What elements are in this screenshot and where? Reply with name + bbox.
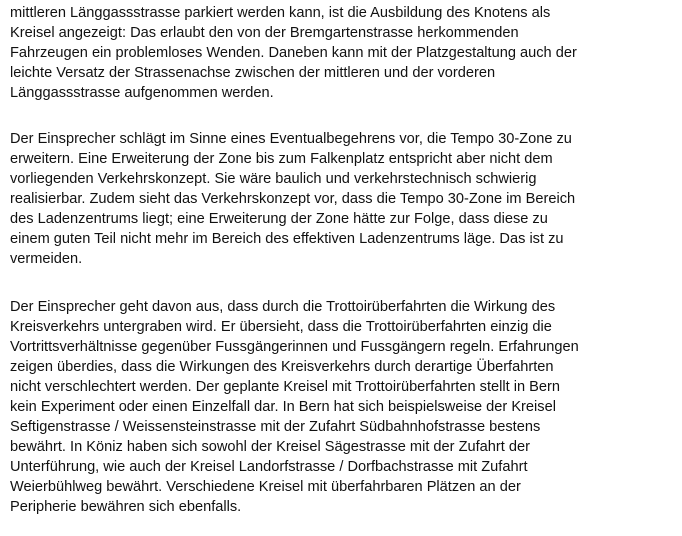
text-line: einem guten Teil nicht mehr im Bereich des effektiven Ladenzentrums läge. Das ist zu <box>10 231 564 247</box>
text-line: Vortrittsverhältnisse gegenüber Fussgängerinnen und Fussgängern regeln. Erfahrungen <box>10 339 579 355</box>
text-line: Unterführung, wie auch der Kreisel Landorfstrasse / Dorfbachstrasse mit Zufahrt <box>10 459 528 475</box>
text-line: kein Experiment oder einen Einzelfall dar. In Bern hat sich beispielsweise der Kreisel <box>10 399 556 415</box>
text-line: Kreisverkehrs untergraben wird. Er übersieht, dass die Trottoirüberfahrten einzig die <box>10 319 552 335</box>
text-line: bewährt. In Köniz haben sich sowohl der Kreisel Sägestrasse mit der Zufahrt der <box>10 439 530 455</box>
paragraph-roundabout-justification <box>10 3 577 103</box>
paragraph-sidewalk-crossings <box>10 297 579 517</box>
text-line: erweitern. Eine Erweiterung der Zone bis zum Falkenplatz entspricht aber nicht dem <box>10 151 553 167</box>
paragraph-tempo-30-zone <box>10 129 575 269</box>
text-line: Fahrzeugen ein problemloses Wenden. Daneben kann mit der Platzgestaltung auch der <box>10 45 577 61</box>
text-line: vorliegenden Verkehrskonzept. Sie wäre baulich und verkehrstechnisch schwierig <box>10 171 537 187</box>
text-line: zeigen überdies, dass die Wirkungen des Kreisverkehrs durch derartige Überfahrten <box>10 359 554 375</box>
text-line: vermeiden. <box>10 251 83 267</box>
text-line: Weierbühlweg bewährt. Verschiedene Kreisel mit überfahrbaren Plätzen an der <box>10 479 521 495</box>
text-line: leichte Versatz der Strassenachse zwischen der mittleren und der vorderen <box>10 65 496 81</box>
text-line: Peripherie bewähren sich ebenfalls. <box>10 499 242 515</box>
text-line: nicht verschlechtert werden. Der geplante Kreisel mit Trottoirüberfahrten stellt in Bern <box>10 379 560 395</box>
text-line: realisierbar. Zudem sieht das Verkehrskonzept vor, dass die Tempo 30-Zone im Bereich <box>10 191 576 207</box>
text-line: Seftigenstrasse / Weissensteinstrasse mit der Zufahrt Südbahnhofstrasse bestens <box>10 419 541 435</box>
text-line: Kreisel angezeigt: Das erlaubt den von der Bremgartenstrasse herkommenden <box>10 25 519 41</box>
text-line: Der Einsprecher geht davon aus, dass durch die Trottoirüberfahrten die Wirkung des <box>10 299 556 315</box>
text-line: mittleren Länggassstrasse parkiert werden kann, ist die Ausbildung des Knotens als <box>10 5 551 21</box>
text-line: Der Einsprecher schlägt im Sinne eines Eventualbegehrens vor, die Tempo 30-Zone zu <box>10 131 572 147</box>
text-line: des Ladenzentrums liegt; eine Erweiterung der Zone hätte zur Folge, dass diese zu <box>10 211 548 227</box>
text-line: Länggassstrasse aufgenommen werden. <box>10 85 274 101</box>
